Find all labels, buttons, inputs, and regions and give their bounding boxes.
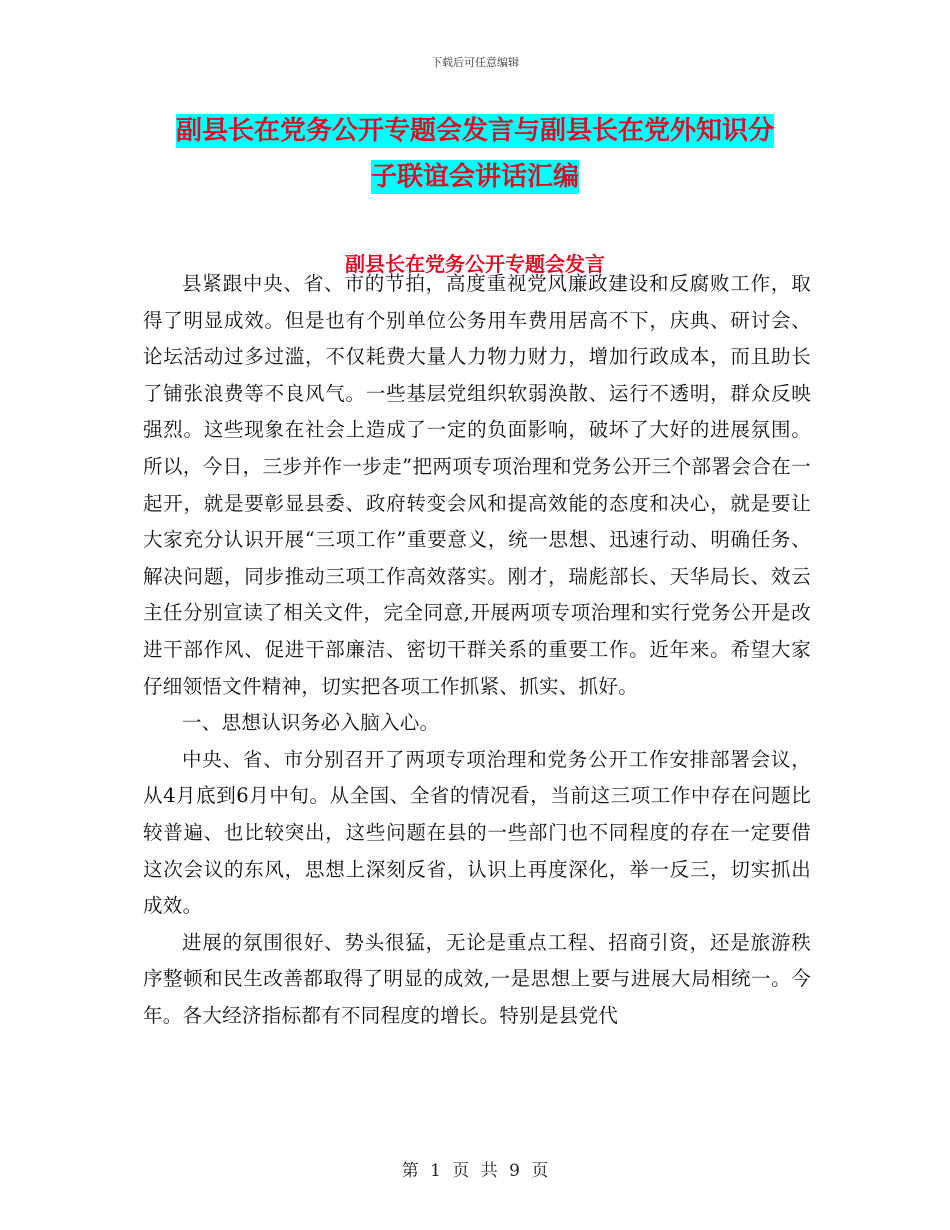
document-title bbox=[140, 108, 810, 200]
paragraph: 进展的氛围很好、势头很猛，无论是重点工程、招商引资，还是旅游秩序整顿和民生改善都取得了明显的成效,一是思想上要与进展大局相统一。今年。各大经济指标都有不同程度的增长。特别是县党代 bbox=[143, 930, 811, 1027]
page-number-footer: 第 1 页 共 9 页 bbox=[401, 1161, 549, 1181]
header-note: 下载后可任意编辑 bbox=[431, 56, 519, 69]
paragraph: 一、思想认识务必入脑入心。 bbox=[182, 711, 440, 735]
paragraph: 中央、省、市分别召开了两项专项治理和党务公开工作安排部署会议，从4月底到6月中旬。从全国、全省的情况看，当前这三项工作中存在问题比较普遍、也比较突出，这些问题在县的一些部门也不同程度的存在一定要借这次会议的东风，思想上深刻反省，认识上再度深化，举一反三，切实抓出成效。 bbox=[143, 747, 811, 918]
document-title-line-1: 副县长在党务公开专题会发言与副县长在党外知识分 bbox=[175, 116, 774, 146]
document-body bbox=[143, 266, 811, 1034]
paragraph: 县紧跟中央、省、市的节拍，高度重视党风廉政建设和反腐败工作，取得了明显成效。但是也有个别单位公务用车费用居高不下，庆典、研讨会、论坛活动过多过滥，不仅耗费大量人力物力财力，增加行政成本，而且助长了铺张浪费等不良风气。一些基层党组织软弱涣散、运行不透明，群众反映强烈。这些现象在社会上造成了一定的负面影响，破坏了大好的进展氛围。所以，今日，三步并作一步走”把两项专项治理和党务公开三个部署会合在一起开，就是要彰显县委、政府转变会风和提高效能的态度和决心，就是要让大家充分认识开展“三项工作”重要意义，统一思想、迅速行动、明确任务、解决问题，同步推动三项工作高效落实。刚才，瑞彪部长、天华局长、效云主任分别宣读了相关文件，完全同意,开展两项专项治理和实行党务公开是改进干部作风、促进干部廉洁、密切干群关系的重要工作。近年来。希望大家仔细领悟文件精神，切实把各项工作抓紧、抓实、抓好。 bbox=[143, 272, 811, 698]
document-title-line-2: 子联谊会讲话汇编 bbox=[370, 162, 579, 192]
section-title: 副县长在党务公开专题会发言 bbox=[345, 252, 605, 276]
